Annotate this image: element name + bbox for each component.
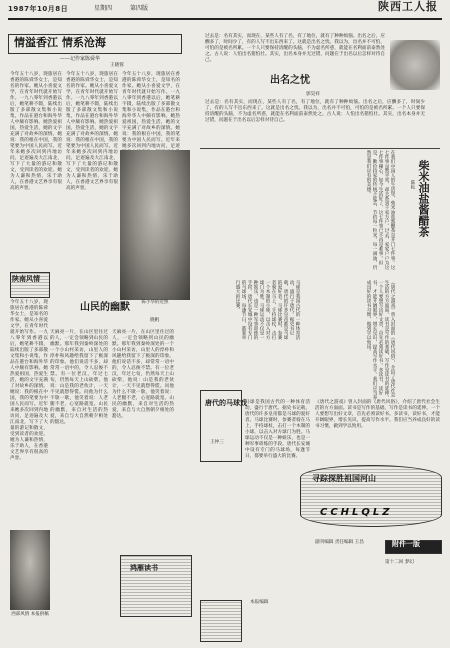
article3-body: 过去是：名有其实，而现在，某些人有了名，有了地位，就有了种种烦恼。出名之后，应酬多了，时间少了，有的人写不出东西来了。这就是出名之忧。我以为，出名并不可怕，可怕的是被名所累。一个人只要保持清醒的头脑，不为虚名所惑，就能在名利面前泰然处之。古人说：人怕出名猪怕壮。其实，出名本身并无过错，问题在于出名以后怎样对待自己。 <box>205 100 425 123</box>
reading-corner-title: 鸿雁读书 <box>130 563 158 572</box>
banner-letters: CCHLQLZ <box>320 507 393 518</box>
article4-title: 柴米油盐酱醋茶 <box>417 160 430 237</box>
bottom-left-caption: 西部风情 本报供稿 <box>11 612 49 617</box>
masthead-date: 1987年10月8日 <box>8 5 69 13</box>
bottom-left-illustration <box>10 530 50 610</box>
article2-body-col2: 天麻亮一片，在山区里住过的人，一定会领略到山民的幽默。那年我到秦岭深处的一个小山村采访，山里人的淳朴和风趣给我留下了极深的印象。他们说话不多，却常常一语中的，令人忍俊不禁。有一位老汉，年过七旬，仍然每天上山砍柴，他说：山是我的老伙计，一天不见就想得慌。问他为什么不歇一歇，他笑着说：人老腿不老，心宽路就宽。山民的幽默，来自对生活的热爱，来自与大自然朝夕相处的豁达。 <box>112 330 174 419</box>
article5-body: 马球是我国古代的一种体育活动，盛行于唐代。据史书记载，唐代的许多皇帝都是马球的爱好者。马球比赛时，参赛者骑在马上，手持球杖，击打一个木制的小球，以击入对方球门为胜。马球运动不仅是一种娱乐，也是一种军事训练的手段。唐代长安城中设有专门的马球场，每逢节日，都要举行盛大的比赛。 <box>245 400 310 459</box>
article1-subtitle: ——记作家陈舜华 <box>60 56 101 62</box>
vertical-text-block: 马球是我国古代的一种体育活动，盛行于唐代。据史书记载，唐代的许多皇帝都是马球的爱好者。马球比赛时，参赛者骑在马上，手持球杖，击打一个木制的小球，以击入对方球门为胜。马球运动不仅是一种娱乐，也是一种军事训练的手段。唐代长安城中设有专门的马球场，每逢节日，都要举行盛大的比赛。 <box>235 280 300 340</box>
divider <box>200 148 440 149</box>
red-box-text: 第十二回 梦幻 <box>385 560 415 565</box>
masthead-page: 第四版 <box>130 5 149 12</box>
article3-author: 郭昊祥 <box>306 92 320 97</box>
newspaper-name: 陕西工人报 <box>378 0 438 13</box>
article5-author: 王仲三 <box>210 440 224 445</box>
article2-title: 山民的幽默 <box>80 302 130 313</box>
article1-body-col3: 今年五十八岁，现旅居在香港的陈舜华女士，是知名的作家。她从小喜爱文学，在青年时代就开始写作。一九八零年到香港以后，她笔耕不辍，陆续出版了多部散文集和小说集，作品在港台和海外华人中颇有影响。她热爱祖国，热爱生活，她的文字充满了对故乡的深情。她说：我的根在中国，我的笔要为中国人民而写。近年来她多次回到内地访问，足迹 <box>122 72 180 149</box>
article4-body: 在我们中国人的生活里，柴米油盐酱醋茶是开门七件事。这七件事虽然平常，却关系到千家万户。过去，家家户户为这七件事操心，如今生活好了，这七件事已不再是难事。但是，勤俭持家的传统不能丢，节约每一粒米，每一滴油，仍然是我们应有的美德。 <box>366 150 395 270</box>
article1-body-col2: 今年五十八岁，现旅居在香港的陈舜华女士，是知名的作家。她从小喜爱文学，在青年时代就开始写作。一九八零年到香港以后，她笔耕不辍，陆续出版了多部散文集和小说集，作品在港台和海外华人中颇有影响。她热爱祖国，热爱生活，她的文字充满了对故乡的深情。她说：我的根在中国，我的笔要为中国人民而写。近年来她多次回到内地访问，足迹遍及大江南北，写下了大量的游记和散文，受到读者的欢迎。她为人谦和热情，乐于助人，在香港文艺界享有很高的声誉。 <box>66 72 118 191</box>
note2-title: 本报编辑 <box>250 600 269 605</box>
article1-body-col1: 今年五十八岁，现旅居在香港的陈舜华女士，是知名的作家。她从小喜爱文学，在青年时代就开始写作。一九八零年到香港以后，她笔耕不辍，陆续出版了多部散文集和小说集，作品在港台和海外华人中颇有影响。她热爱祖国，热爱生活，她的文字充满了对故乡的深情。她说：我的根在中国，我的笔要为中国人民而写。近年来她多次回到内地访问，足迹遍及大江南北，写下了大量的游记和散文，受到读者的欢迎。她为人谦和热情，乐于助人，在香港文艺界享有很高的声誉。 <box>10 72 62 191</box>
article3-body-top: 过去是：名有其实，而现在，某些人有了名，有了地位，就有了种种烦恼。出名之后，应酬多了，时间少了，有的人写不出东西来了。这就是出名之忧。我以为，出名并不可怕，可怕的是被名所累。一个人只要保持清醒的头脑，不为虚名所惑，就能在名利面前泰然处之。古人说：人怕出名猪怕壮。其实，出名本身并无过错，问题在于出名以后怎样对待自己。 <box>205 34 385 63</box>
masthead <box>8 0 442 20</box>
article6-vertical: 《唐代之游戏》曾入封面的《唐代风俗》，介绍了唐代社会生活的方方面面。读书是写作的基础，写作是读书的延伸。一个人要想写出好文章，首先必须读好书。多读书，读好书，才能开阔眼界，增长见识，提高写作水平。我们应当养成良好的读书习惯，做到学以致用。 <box>366 280 395 400</box>
bottom-right-text: 副刊编辑 责任编辑 王昌 <box>315 540 364 545</box>
small-sketch-illustration <box>390 40 440 90</box>
note1-title: 陕南风情 <box>12 274 40 283</box>
article4-author: 陈耘 <box>410 180 415 190</box>
left-edge-column: 今年五十八岁，现旅居在香港的陈舜华女士，是知名的作家。她从小喜爱文学，在青年时代就开始写作。一九八零年到香港以后，她笔耕不辍，陆续出版了多部散文集和小说集，作品在港台和海外华人中颇有影响。她热爱祖国，热爱生活，她的文字充满了对故乡的深情。她说：我的根在中国，我的笔要为中国人民而写。近年来她多次回到内地访问，足迹遍及大江南北，写下了大量的游记和散文，受到读者的欢迎。她为人谦和热情，乐于助人，在香港文艺界享有很高的声誉。 <box>10 300 48 461</box>
article5-title: 唐代的马球戏 <box>205 398 247 407</box>
article6-body: 《唐代之游戏》曾入封面的《唐代风俗》，介绍了唐代社会生活的方方面面。读书是写作的基础，写作是读书的延伸。一个人要想写出好文章，首先必须读好书。多读书，读好书，才能开阔眼界，增长见识，提高写作水平。我们应当养成良好的读书习惯，做到学以致用。 <box>315 400 440 429</box>
masthead-weekday: 星期四 <box>94 5 113 12</box>
portrait-photo <box>120 150 190 300</box>
portrait-photo-caption: 陈小华的近照 <box>141 300 169 305</box>
article2-author: 晓帆 <box>150 318 160 323</box>
issue-label: 附件一版 <box>392 539 420 548</box>
article2-body-col1: 天麻亮一片，在山区里住过的人，一定会领略到山民的幽默。那年我到秦岭深处的一个小山村采访，山里人的淳朴和风趣给我留下了极深的印象。他们说话不多，却常常一语中的，令人忍俊不禁。有一位老汉，年过七旬，仍然每天上山砍柴，他说：山是我的老伙计，一天不见就想得慌。问他为什么不歇一歇，他笑着说：人老腿不老，心宽路就宽。山民的幽默，来自对生活的热爱，来自与大自然朝夕相处的豁达。 <box>50 330 108 425</box>
article1-title: 情溢香江 情系沧海 <box>14 36 106 49</box>
banner-chinese-title: 寻踪探胜祖国河山 <box>312 473 376 483</box>
article1-author: 王晓蓉 <box>110 63 124 68</box>
article3-title: 出名之忧 <box>270 75 310 86</box>
small-illustration <box>200 600 242 642</box>
